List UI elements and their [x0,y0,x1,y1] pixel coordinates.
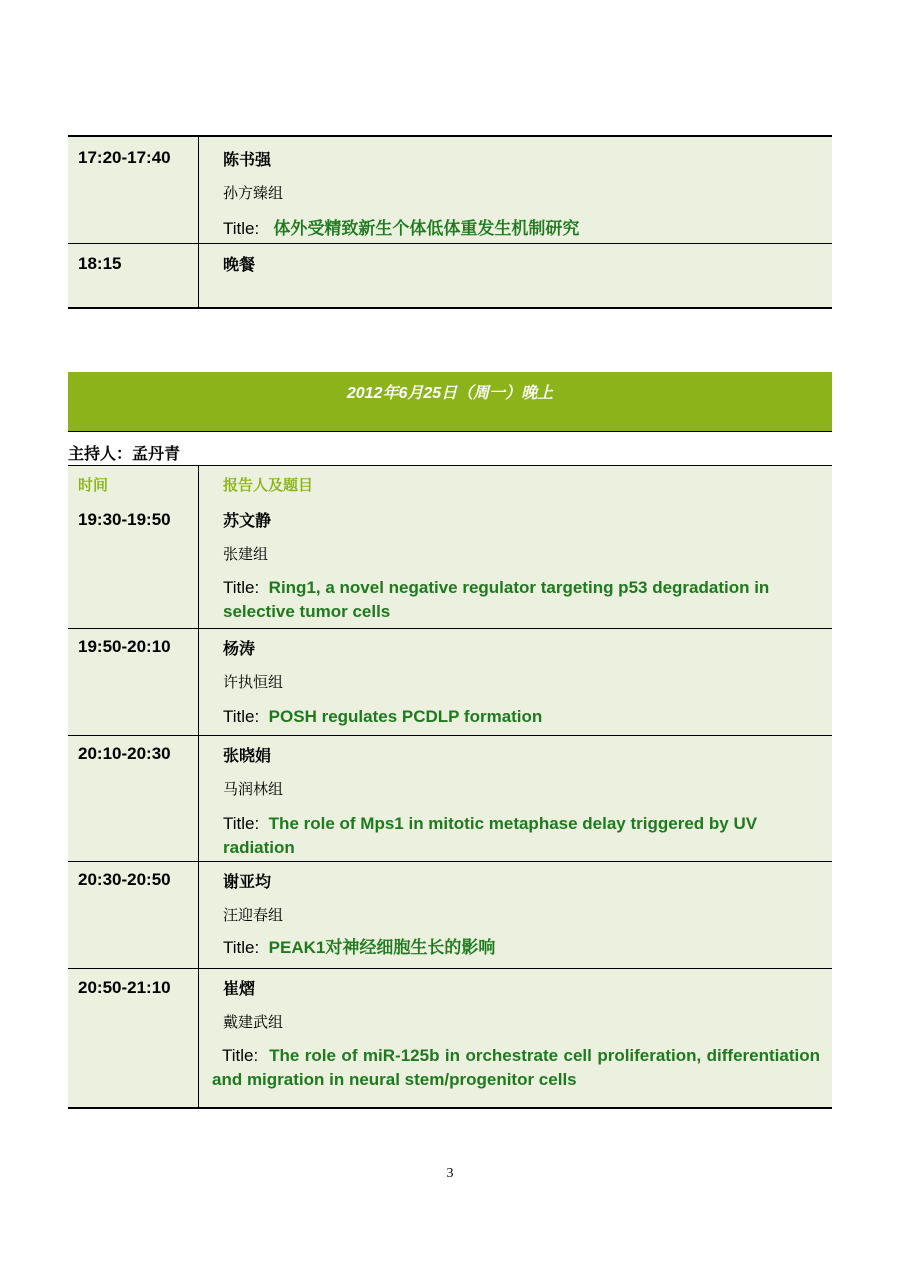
table-row [68,861,832,969]
title-label: Title: [223,578,260,597]
title-text: The role of miR-125b in orchestrate cell proliferation, differentiation and migration in neural stem/progenitor cells [212,1046,820,1089]
talk-title [223,936,813,960]
time-cell: 20:50-21:10 [78,978,171,997]
talk-title [223,705,813,729]
column-divider [198,244,199,307]
speaker-name: 张晓娟 [223,746,272,765]
group-name: 马润林组 [223,780,284,798]
title-label: Title: [223,219,260,238]
time-cell: 18:15 [78,254,122,273]
group-name: 许执恒组 [223,673,284,691]
table-row [68,243,832,309]
speaker-name: 杨涛 [223,639,256,658]
column-divider [198,969,199,1107]
column-divider [198,137,199,245]
host-line: 主持人：孟丹青 [68,444,181,463]
table-row [68,968,832,1109]
talk-title [223,217,813,241]
header-speaker: 报告人及题目 [223,476,314,494]
table-row [68,628,832,736]
column-divider [198,466,199,500]
column-divider [198,862,199,969]
title-label: Title: [223,814,260,833]
column-divider [198,500,199,629]
speaker-name: 晚餐 [223,255,256,274]
title-label: Title: [222,1046,259,1065]
session-banner [68,372,832,432]
column-divider [198,736,199,862]
time-cell: 20:10-20:30 [78,744,171,763]
time-cell: 20:30-20:50 [78,870,171,889]
speaker-name: 谢亚均 [223,872,272,891]
title-text: The role of Mps1 in mitotic metaphase delay triggered by UV radiation [223,814,758,857]
speaker-name: 苏文静 [223,511,272,530]
session-date: 2012年6月25日（周一）晚上 [346,385,554,402]
speaker-name: 崔熠 [223,979,256,998]
talk-title [212,1044,820,1092]
table-row [68,500,832,629]
group-name: 张建组 [223,545,269,563]
table-row [68,135,832,245]
table-row [68,735,832,862]
time-cell: 17:20-17:40 [78,148,171,167]
time-cell: 19:50-20:10 [78,637,171,656]
title-label: Title: [223,938,260,957]
talk-title [223,812,783,860]
speaker-name: 陈书强 [223,150,272,169]
column-divider [198,629,199,736]
table-header [68,465,832,501]
title-text: PEAK1对神经细胞生长的影响 [268,938,496,957]
group-name: 孙方臻组 [223,184,284,202]
time-cell: 19:30-19:50 [78,510,171,529]
title-label: Title: [223,707,260,726]
page-number: 3 [446,1166,454,1181]
group-name: 戴建武组 [223,1013,284,1031]
title-text: 体外受精致新生个体低体重发生机制研究 [273,219,580,238]
talk-title [223,576,813,624]
header-time: 时间 [78,476,109,494]
title-text: Ring1, a novel negative regulator targeting p53 degradation in selective tumor cells [223,578,770,621]
title-text: POSH regulates PCDLP formation [268,707,543,726]
group-name: 汪迎春组 [223,906,284,924]
